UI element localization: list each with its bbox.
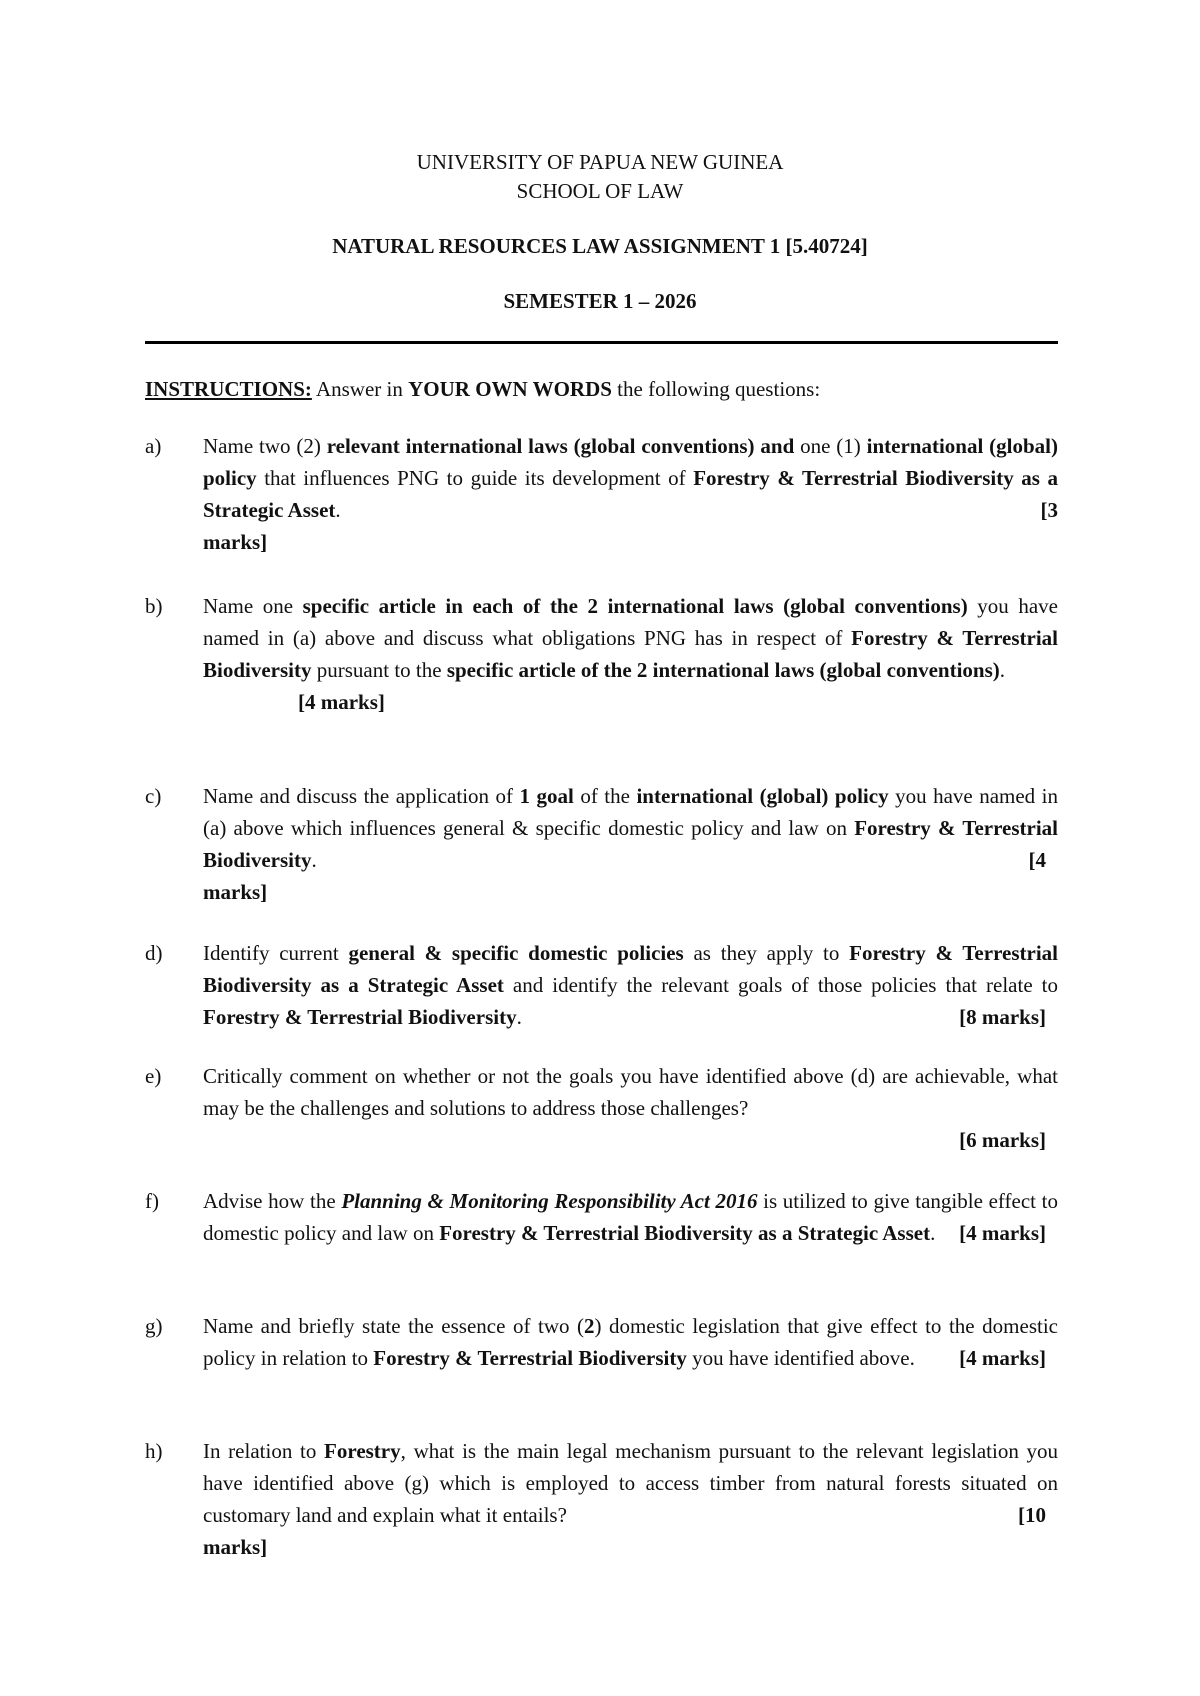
header-divider xyxy=(145,341,1058,344)
question-letter: d) xyxy=(145,941,163,965)
bold-run: Forestry & Terrestrial Biodiversity as a Strategic Asset xyxy=(203,941,1058,997)
marks-label-cont: marks] xyxy=(203,1535,268,1559)
text-run: Name and discuss the application of xyxy=(203,784,520,808)
bold-run: relevant international laws (global conventions) and xyxy=(326,434,795,458)
question-letter: a) xyxy=(145,434,162,458)
question-letter: f) xyxy=(145,1189,159,1213)
question-letter: b) xyxy=(145,594,163,618)
act-title: Planning & Monitoring Responsibility Act 2016 xyxy=(341,1189,758,1213)
text-run: Name two (2) xyxy=(203,434,327,458)
text-run: of the xyxy=(573,784,637,808)
bold-run: Forestry & Terrestrial Biodiversity as a Strategic Asset xyxy=(203,466,1058,522)
question-text xyxy=(203,1310,1058,1374)
text-run: that influences PNG to guide its development of xyxy=(256,466,694,490)
text-run: . xyxy=(335,498,341,522)
question-letter: g) xyxy=(145,1314,163,1338)
text-run: as they apply to xyxy=(683,941,850,965)
text-run: you have named in (a) above and discuss what obligations PNG has in respect of xyxy=(203,594,1058,650)
question-letter: h) xyxy=(145,1439,163,1463)
text-run: is utilized to give tangible effect to domestic policy and law on xyxy=(203,1189,1058,1245)
assignment-title: NATURAL RESOURCES LAW ASSIGNMENT 1 [5.40724] xyxy=(332,234,868,258)
school-name: SCHOOL OF LAW xyxy=(516,179,684,203)
marks-label: [4 xyxy=(1028,848,1046,872)
semester-title: SEMESTER 1 – 2026 xyxy=(503,289,697,313)
instructions-emphasis: YOUR OWN WORDS xyxy=(408,377,612,401)
bold-run: 2 xyxy=(584,1314,595,1338)
text-run: . xyxy=(516,1005,522,1029)
text-run: . xyxy=(999,658,1006,682)
question-text xyxy=(203,1060,1058,1156)
question-letter: c) xyxy=(145,784,162,808)
marks-label-cont: marks] xyxy=(203,880,268,904)
instructions xyxy=(145,374,1065,404)
marks-label: [10 xyxy=(1018,1503,1046,1527)
bold-run: 1 goal xyxy=(519,784,574,808)
text-run: ) domestic legislation that give effect to the domestic policy in relation to xyxy=(203,1314,1058,1370)
bold-run: Forestry & Terrestrial Biodiversity xyxy=(203,626,1058,682)
instructions-label: INSTRUCTIONS: xyxy=(145,377,312,401)
text-run: , what is the main legal mechanism pursuant to the relevant legislation you have identified above (g) which is employed to access timber from natural forests situated on customary land and explain what it entails? xyxy=(203,1439,1059,1527)
question-text xyxy=(203,780,1058,908)
bold-run: Forestry & Terrestrial Biodiversity as a Strategic Asset xyxy=(439,1221,931,1245)
bold-run: international (global) policy xyxy=(203,434,1058,490)
marks-label: [4 marks] xyxy=(298,690,385,714)
marks-label-cont: marks] xyxy=(203,530,268,554)
marks-label: [4 marks] xyxy=(959,1221,1046,1245)
university-name: UNIVERSITY OF PAPUA NEW GUINEA xyxy=(416,150,784,174)
text-run: Name and briefly state the essence of two ( xyxy=(203,1314,585,1338)
question-text xyxy=(203,1185,1058,1249)
text-run: Advise how the xyxy=(203,1189,342,1213)
bold-run: Forestry & Terrestrial Biodiversity xyxy=(203,1005,517,1029)
text-run: pursuant to the xyxy=(311,658,447,682)
bold-run: Forestry & Terrestrial Biodiversity xyxy=(203,816,1059,872)
text-run: . xyxy=(311,848,317,872)
marks-label: [6 marks] xyxy=(959,1128,1046,1152)
question-text xyxy=(203,1435,1058,1563)
text-run: and identify the relevant goals of those policies that relate to xyxy=(503,973,1059,997)
question-text xyxy=(203,590,1058,718)
question-text xyxy=(203,430,1058,558)
bold-run: Forestry xyxy=(324,1439,401,1463)
bold-run: specific article of the 2 international laws (global conventions) xyxy=(446,658,1000,682)
instructions-text-2: the following questions: xyxy=(611,377,821,401)
bold-run: international (global) policy xyxy=(636,784,889,808)
bold-run: general & specific domestic policies xyxy=(348,941,684,965)
question-text xyxy=(203,937,1058,1033)
text-run: you have named in (a) above which influences general & specific domestic policy and law on xyxy=(203,784,1058,840)
marks-label: [3 xyxy=(1040,498,1058,522)
bold-run: specific article in each of the 2 international laws (global conventions) xyxy=(302,594,968,618)
text-run: you have identified above. xyxy=(686,1346,915,1370)
marks-label: [8 marks] xyxy=(959,1005,1046,1029)
text-run: In relation to xyxy=(203,1439,325,1463)
text-run: Identify current xyxy=(203,941,349,965)
bold-run: Forestry & Terrestrial Biodiversity xyxy=(373,1346,687,1370)
marks-label: [4 marks] xyxy=(959,1346,1046,1370)
question-letter: e) xyxy=(145,1064,162,1088)
text-run: Critically comment on whether or not the goals you have identified above (d) are achievable, what may be the challenges and solutions to address those challenges? xyxy=(203,1064,1058,1120)
text-run: . xyxy=(930,1221,936,1245)
text-run: Name one xyxy=(203,594,303,618)
instructions-text-1: Answer in xyxy=(311,377,409,401)
text-run: one (1) xyxy=(794,434,867,458)
